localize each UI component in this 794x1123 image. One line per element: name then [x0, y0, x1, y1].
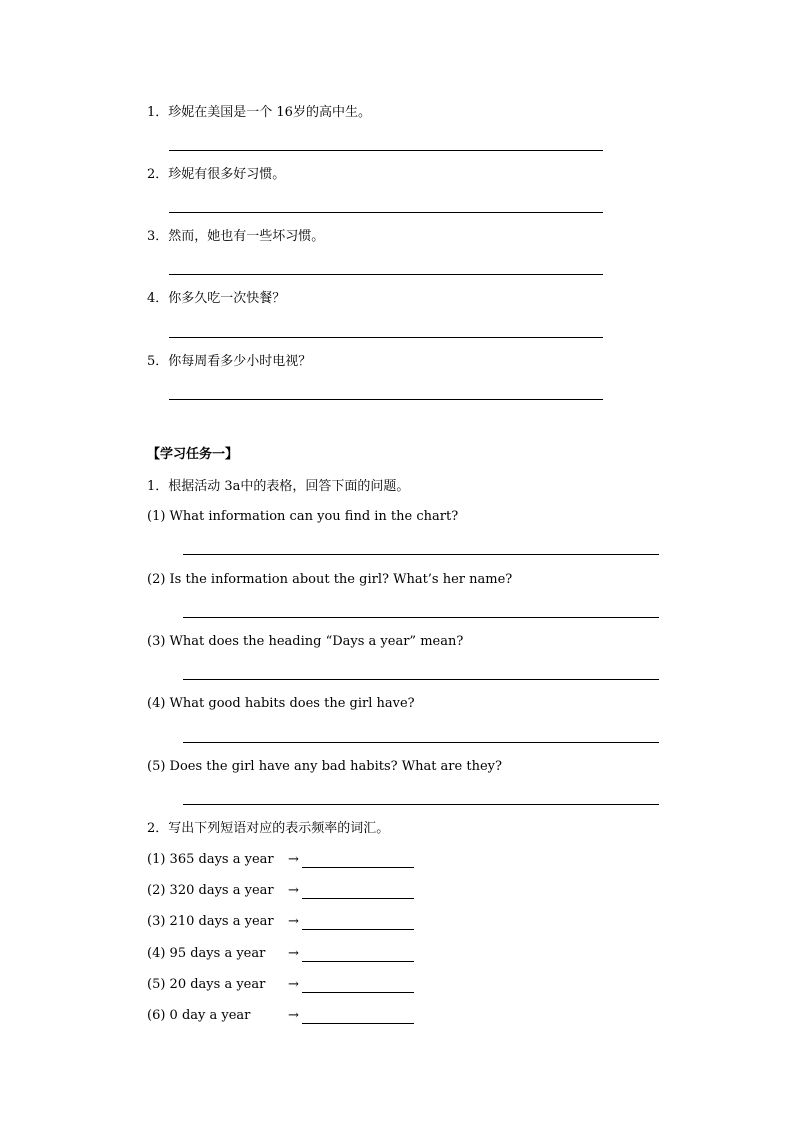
task1-question-5: (5) Does the girl have any bad habits? What are they? [147, 759, 502, 774]
task1-question-2: (2) Is the information about the girl? What’s her name? [147, 572, 513, 587]
translation-item-4: 4．你多久吃一次快餐？ [147, 291, 286, 306]
arrow-right-icon: → [288, 914, 299, 929]
arrow-right-icon: → [288, 977, 299, 992]
task2-answer-blank-3[interactable] [302, 929, 414, 930]
task2-phrase-6: (6) 0 day a year [147, 1008, 251, 1023]
translation-item-1: 1．珍妮在美国是一个 16岁的高中生。 [147, 105, 371, 120]
task1-answer-blank-5[interactable] [183, 804, 659, 805]
task2-answer-blank-5[interactable] [302, 992, 414, 993]
task2-phrase-5: (5) 20 days a year [147, 977, 266, 992]
answer-blank-5[interactable] [169, 399, 603, 400]
task2-answer-blank-4[interactable] [302, 961, 414, 962]
task2-answer-blank-2[interactable] [302, 898, 414, 899]
task2-phrase-3: (3) 210 days a year [147, 914, 274, 929]
task2-instruction: 2．写出下列短语对应的表示频率的词汇。 [147, 821, 390, 836]
arrow-right-icon: → [288, 852, 299, 867]
task1-answer-blank-1[interactable] [183, 554, 659, 555]
task2-phrase-2: (2) 320 days a year [147, 883, 274, 898]
task2-answer-blank-6[interactable] [302, 1023, 414, 1024]
task1-answer-blank-3[interactable] [183, 679, 659, 680]
answer-blank-3[interactable] [169, 274, 603, 275]
answer-blank-4[interactable] [169, 337, 603, 338]
task2-phrase-1: (1) 365 days a year [147, 852, 274, 867]
translation-item-5: 5．你每周看多少小时电视？ [147, 354, 312, 369]
answer-blank-1[interactable] [169, 150, 603, 151]
arrow-right-icon: → [288, 883, 299, 898]
translation-item-2: 2．珍妮有很多好习惯。 [147, 167, 286, 182]
task1-question-4: (4) What good habits does the girl have? [147, 696, 415, 711]
task1-instruction: 1．根据活动 3a中的表格，回答下面的问题。 [147, 479, 410, 494]
task-heading: 【学习任务一】 [147, 447, 239, 462]
task1-question-3: (3) What does the heading “Days a year” mean? [147, 634, 464, 649]
arrow-right-icon: → [288, 1008, 299, 1023]
translation-item-3: 3．然而，她也有一些坏习惯。 [147, 229, 325, 244]
task2-answer-blank-1[interactable] [302, 867, 414, 868]
task2-phrase-4: (4) 95 days a year [147, 946, 266, 961]
task1-answer-blank-4[interactable] [183, 742, 659, 743]
answer-blank-2[interactable] [169, 212, 603, 213]
task1-question-1: (1) What information can you find in the chart? [147, 509, 459, 524]
arrow-right-icon: → [288, 946, 299, 961]
task1-answer-blank-2[interactable] [183, 617, 659, 618]
